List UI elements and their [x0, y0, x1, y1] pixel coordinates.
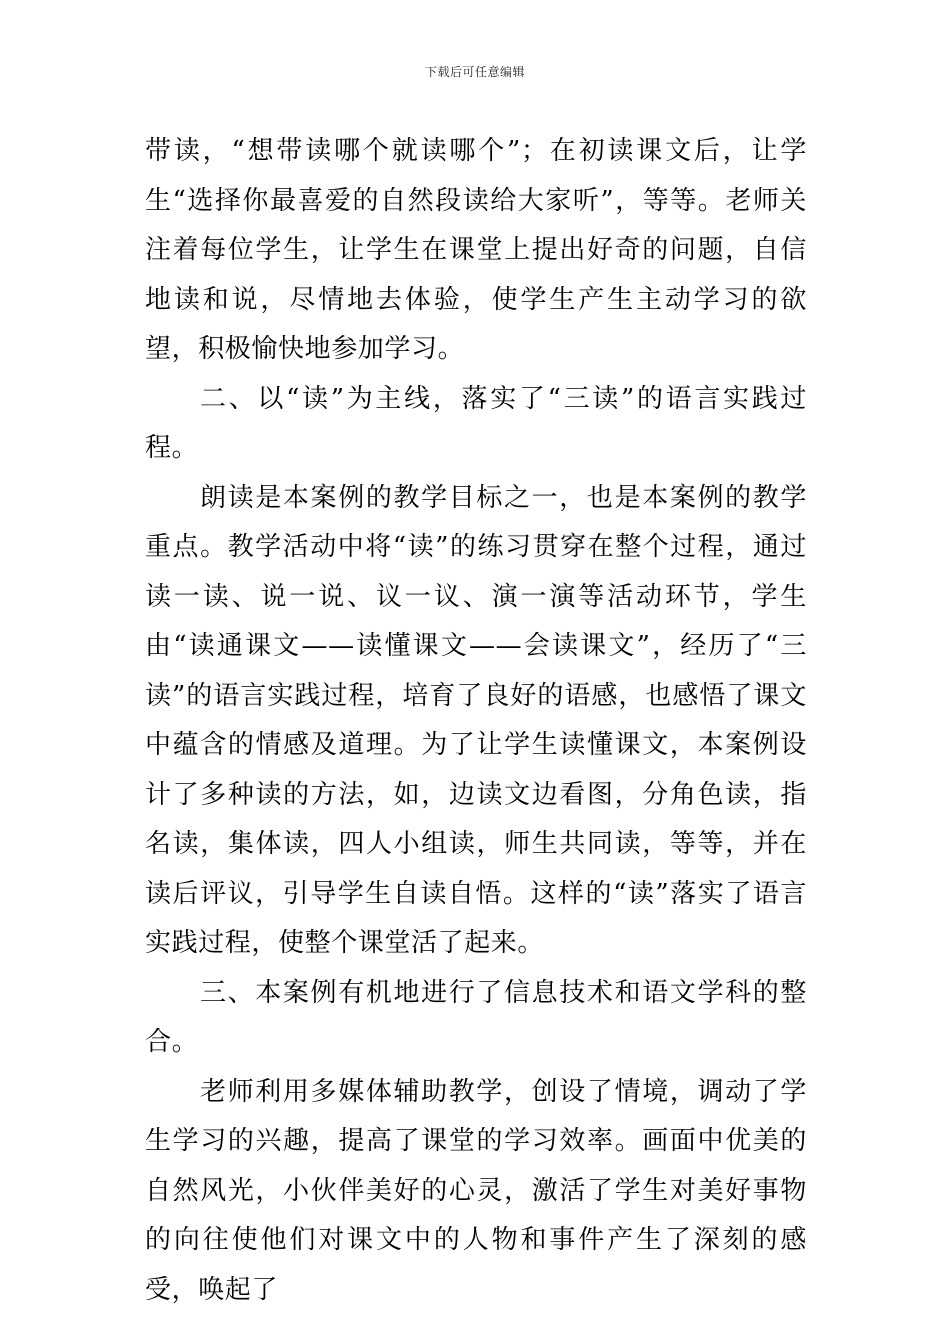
paragraph-continuation: 带读，“想带读哪个就读哪个”；在初读课文后，让学生“选择你最喜爱的自然段读给大家听”，等等。老师关注着每位学生，让学生在课堂上提出好奇的问题，自信地读和说，尽情地去体验，使学生产生主动学习的欲望，积极愉快地参加学习。 — [145, 136, 807, 364]
section-heading-3: 三、本案例有机地进行了信息技术和语文学科的整合。 — [145, 977, 807, 1057]
paragraph-reading: 朗读是本案例的教学目标之一，也是本案例的教学重点。教学活动中将“读”的练习贯穿在整个过程，通过读一读、说一说、议一议、演一演等活动环节，学生由“读通课文——读懂课文——会读课文”，经历了“三读”的语言实践过程，培育了良好的语感，也感悟了课文中蕴含的情感及道理。为了让学生读懂课文，本案例设计了多种读的方法，如，边读文边看图，分角色读，指名读，集体读，四人小组读，师生共同读，等等，并在读后评议，引导学生自读自悟。这样的“读”落实了语言实践过程，使整个课堂活了起来。 — [145, 482, 807, 958]
document-body — [145, 127, 807, 1315]
page-header: 下载后可任意编辑 — [424, 65, 525, 79]
section-heading-2: 二、以“读”为主线，落实了“三读”的语言实践过程。 — [145, 383, 807, 463]
paragraph-multimedia: 老师利用多媒体辅助教学，创设了情境，调动了学生学习的兴趣，提高了课堂的学习效率。画面中优美的自然风光，小伙伴美好的心灵，激活了学生对美好事物的向往使他们对课文中的人物和事件产生了深刻的感受，唤起了 — [145, 1076, 807, 1305]
